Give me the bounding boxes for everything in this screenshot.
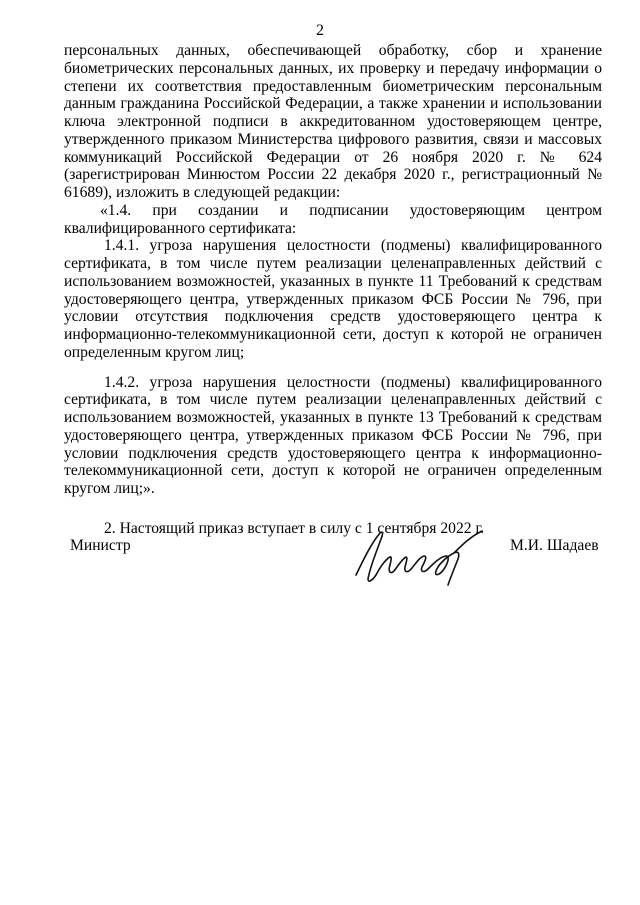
signatory-title: Министр <box>70 537 131 554</box>
document-body <box>64 42 602 538</box>
paragraph-clause-1-4: «1.4. при создании и подписании удостоверяющим центром квалифицированного сертификата: <box>64 201 602 237</box>
paragraph-continuation: персональных данных, обеспечивающей обработку, сбор и хранение биометрических персональных данных, их проверку и передачу информации о степени их соответствия предоставленным биометрическим персональным данным гражданина Российской Федерации, а также хранении и использовании ключа электронной подписи в аккредитованном удостоверяющем центре, утвержденного приказом Министерства цифрового развития, связи и массовых коммуникаций Российской Федерации от 26 ноября 2020 г. № 624 (зарегистрирован Минюстом России 22 декабря 2020 г., регистрационный № 61689), изложить в следующей редакции: <box>64 42 602 201</box>
paragraph-effective-date: 2. Настоящий приказ вступает в силу с 1 сентября 2022 г. <box>104 519 484 537</box>
page-number: 2 <box>316 22 324 39</box>
paragraph-clause-1-4-2: 1.4.2. угроза нарушения целостности (подмены) квалифицированного сертификата, в том числе путем реализации целенаправленных действий с использованием возможностей, указанных в пункте 13 Требований к средствам удостоверяющего центра, утвержденных приказом ФСБ России № 796, при условии подключения средств удостоверяющего центра к информационно-телекоммуникационной сети, доступ к которой не ограничен определенным кругом лиц;». <box>64 373 602 497</box>
signature-block <box>0 523 640 593</box>
signatory-name: М.И. Шадаев <box>510 537 599 554</box>
paragraph-clause-1-4-1: 1.4.1. угроза нарушения целостности (подмены) квалифицированного сертификата, в том числе путем реализации целенаправленных действий с использованием возможностей, указанных в пункте 11 Требований к средствам удостоверяющего центра, утвержденных приказом ФСБ России № 796, при условии отсутствия подключения средств удостоверяющего центра к информационно-телекоммуникационной сети, доступ к которой не ограничен определенным кругом лиц; <box>64 237 602 361</box>
handwritten-signature <box>350 523 490 589</box>
